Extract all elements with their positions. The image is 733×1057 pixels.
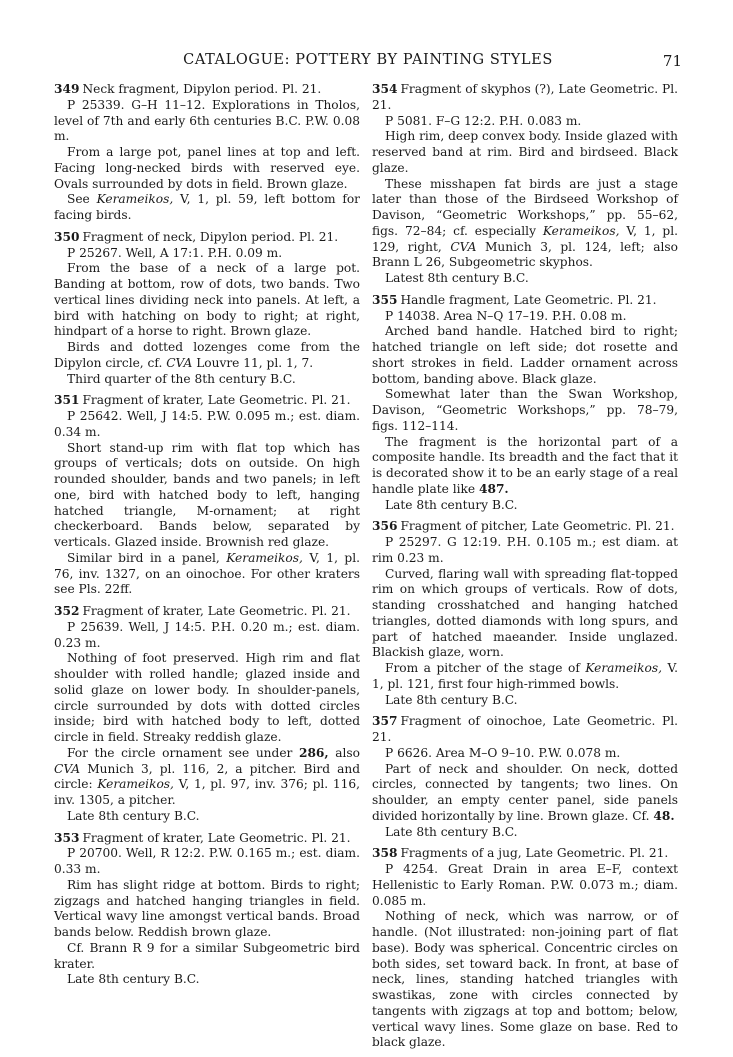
right-column xyxy=(372,82,678,1057)
catalogue-entry-350: 350 Fragment of neck, Dipylon period. Pl. 21. P 25267. Well, A 17:1. P.H. 0.09 m. From the base of a neck of a large pot. Banding at bottom, row of dots, two bands. Two vertical lines dividing neck into panels. At left, a bird with hatching on body to right; at right, hindpart of a horse to right. Brown glaze. Birds and dotted lozenges come from the Dipylon circle, cf. CVA Louvre 11, pl. 1, 7. Third quarter of the 8th century B.C. xyxy=(54,229,360,386)
catalogue-entry-349: 349 Neck fragment, Dipylon period. Pl. 21. P 25339. G–H 11–12. Explorations in Tholos, level of 7th and early 6th centuries B.C. P.W. 0.08 m. From a large pot, panel lines at top and left. Facing long-necked birds with reserved eye. Ovals surrounded by dots in field. Brown glaze. See Kerameikos, V, 1, pl. 59, left bottom for facing birds. xyxy=(54,82,361,222)
catalogue-entry-358: 358 Fragments of a jug, Late Geometric. Pl. 21. P 4254. Great Drain in area E–F, context Hellenistic to Early Roman. P.W. 0.073 m.; diam. 0.085 m. Nothing of neck, which was narrow, or of handle. (Not illustrated: non-joining part of flat base). Body was spherical. Concentric circles on both sides, set toward back. In front, at base of neck, lines, standing hatched triangles with swastikas, zone with circles connected by tangents with zigzags at top and bottom; below, vertical wavy lines. Some glaze on base. Red to black glaze. xyxy=(372,846,678,1050)
catalogue-entry-351: 351 Fragment of krater, Late Geometric. Pl. 21. P 25642. Well, J 14:5. P.W. 0.095 m.; est. diam. 0.34 m. Short stand-up rim with flat top which has groups of verticals; dots on outside. On high rounded shoulder, bands and two panels; in left one, bird with hatched body to left, hanging hatched triangle, M-ornament; at right checkerboard. Bands below, separated by verticals. Glazed inside. Brownish red glaze. Similar bird in a panel, Kerameikos, V, 1, pl. 76, inv. 1327, on an oinochoe. For other kraters see Pls. 22ff. xyxy=(54,393,360,597)
catalogue-entry-355: 355 Handle fragment, Late Geometric. Pl. 21. P 14038. Area N–Q 17–19. P.H. 0.08 m. Arched band handle. Hatched bird to right; hatched triangle on left side; dot rosette and short strokes in field. Ladder ornament across bottom, banding above. Black glaze. Somewhat later than the Swan Workshop, Davison, “Geometric Workshops,” pp. 78–79, figs. 112–114. The fragment is the horizontal part of a composite handle. Its breadth and the fact that it is decorated show it to be an early stage of a real handle plate like 487. Late 8th century B.C. xyxy=(372,292,678,512)
left-column xyxy=(54,82,360,994)
running-title: CATALOGUE: POTTERY BY PAINTING STYLES xyxy=(183,52,553,68)
running-header xyxy=(54,52,682,72)
catalogue-entry-352: 352 Fragment of krater, Late Geometric. Pl. 21. P 25639. Well, J 14:5. P.H. 0.20 m.; est. diam. 0.23 m. Nothing of foot preserved. High rim and flat shoulder with rolled handle; glazed inside and solid glaze on lower body. In shoulder-panels, circle surrounded by dots with dotted circles inside; bird with hatched body to left, dotted circle in field. Streaky reddish glaze. For the circle ornament see under 286, also CVA Munich 3, pl. 116, 2, a pitcher. Bird and circle: Kerameikos, V, 1, pl. 97, inv. 376; pl. 116, inv. 1305, a pitcher. Late 8th century B.C. xyxy=(54,604,361,823)
page-number: 71 xyxy=(662,52,682,70)
catalogue-entry-354: 354 Fragment of skyphos (?), Late Geometric. Pl. 21. P 5081. F–G 12:2. P.H. 0.083 m. High rim, deep convex body. Inside glazed with reserved band at rim. Bird and birdseed. Black glaze. These misshapen fat birds are just a stage later than those of the Birdseed Workshop of Davison, “Geometric Workshops,” pp. 55–62, figs. 72–84; cf. especially Kerameikos, V, 1, pl. 129, right, CVA Munich 3, pl. 124, left; also Brann L 26, Subgeometric skyphos. Latest 8th century B.C. xyxy=(372,82,679,285)
catalogue-entry-353: 353 Fragment of krater, Late Geometric. Pl. 21. P 20700. Well, R 12:2. P.W. 0.165 m.; est. diam. 0.33 m. Rim has slight ridge at bottom. Birds to right; zigzags and hatched hanging triangles in field. Vertical wavy line amongst vertical bands. Broad bands below. Reddish brown glaze. Cf. Brann R 9 for a similar Subgeometric bird krater. Late 8th century B.C. xyxy=(54,830,360,987)
catalogue-entry-357: 357 Fragment of oinochoe, Late Geometric. Pl. 21. P 6626. Area M–O 9–10. P.W. 0.078 m. Part of neck and shoulder. On neck, dotted circles, connected by tangents; two lines. On shoulder, an empty center panel, side panels divided horizontally by line. Brown glaze. Cf. 48. Late 8th century B.C. xyxy=(372,714,678,839)
catalogue-entry-356: 356 Fragment of pitcher, Late Geometric. Pl. 21. P 25297. G 12:19. P.H. 0.105 m.; est diam. at rim 0.23 m. Curved, flaring wall with spreading flat-topped rim on which groups of verticals. Row of dots, standing crosshatched and hanging hatched triangles, dotted diamonds with long spurs, and part of hatched maeander. Inside unglazed. Blackish glaze, worn. From a pitcher of the stage of Kerameikos, V. 1, pl. 121, first four high-rimmed bowls. Late 8th century B.C. xyxy=(372,519,678,707)
